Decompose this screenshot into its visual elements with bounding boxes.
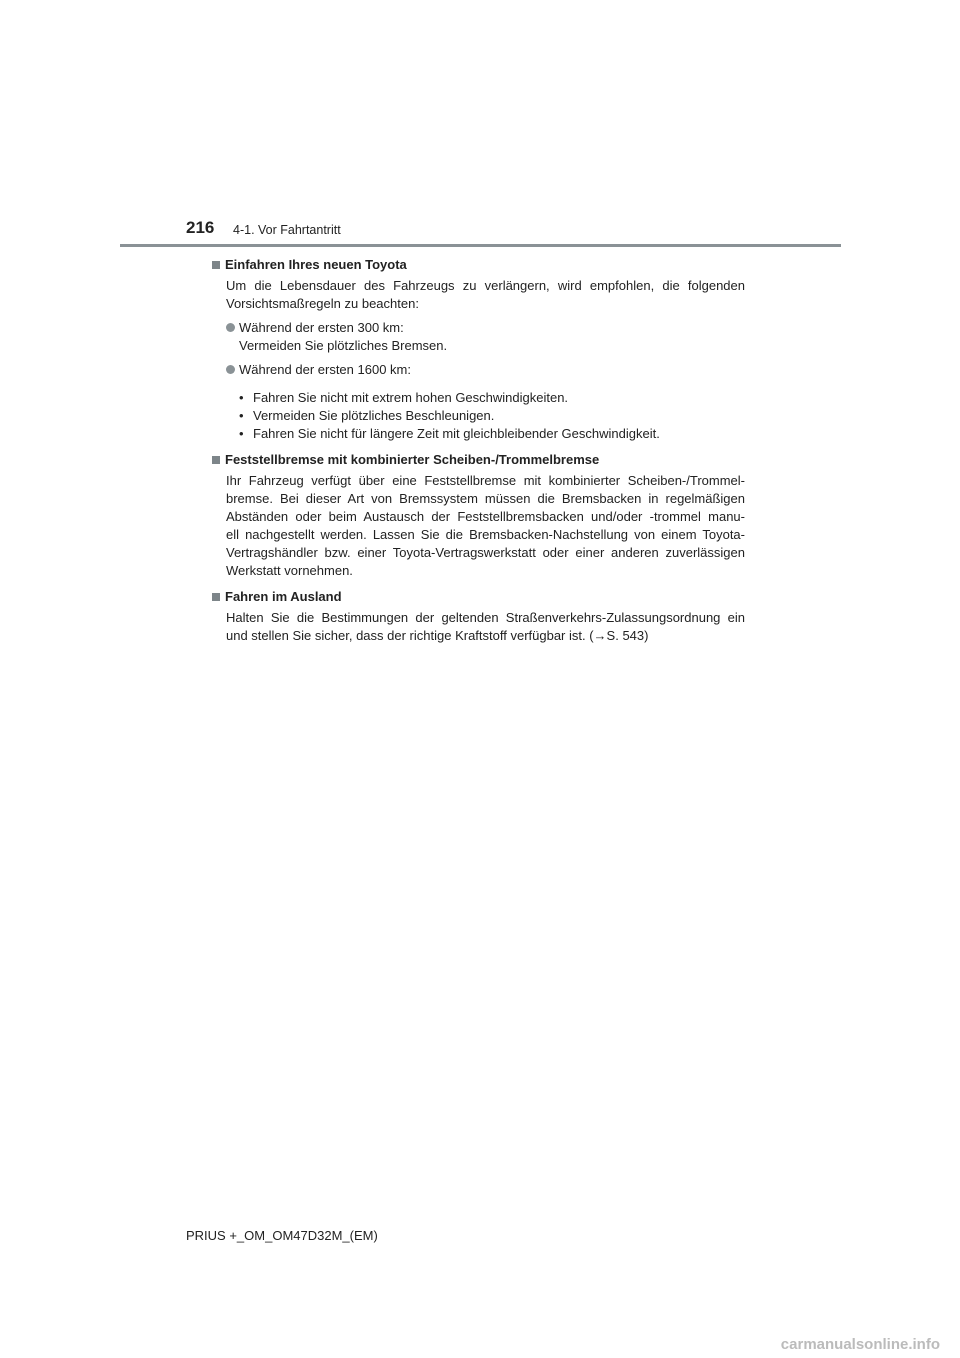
sub-list-item bbox=[239, 425, 745, 443]
block-title bbox=[211, 588, 745, 606]
paragraph-line: ell nachgestellt werden. Lassen Sie die Bremsbacken-Nachstellung von einem Toyota- bbox=[226, 527, 745, 542]
block-title bbox=[211, 256, 745, 274]
paragraph bbox=[226, 609, 745, 645]
paragraph-line: Ihr Fahrzeug verfügt über eine Feststellbremse mit kombinierter Scheiben-/Trommel- bbox=[226, 473, 745, 488]
list-item-text: Während der ersten 300 km: bbox=[239, 320, 404, 335]
paragraph bbox=[226, 277, 745, 313]
paragraph-line: Halten Sie die Bestimmungen der geltenden Straßenverkehrs-Zulassungsordnung ein bbox=[226, 610, 745, 625]
list-item bbox=[226, 319, 745, 355]
paragraph-line: und stellen Sie sicher, dass der richtige Kraftstoff verfügbar ist. (→S. 543) bbox=[226, 628, 649, 643]
block-title-text: Einfahren Ihres neuen Toyota bbox=[225, 257, 407, 272]
header-rule bbox=[120, 244, 841, 247]
section-driving-abroad bbox=[211, 588, 745, 645]
list-item-text: Während der ersten 1600 km: bbox=[239, 362, 411, 377]
watermark: carmanualsonline.info bbox=[780, 1336, 940, 1353]
content bbox=[211, 256, 745, 653]
dot-bullet-icon: • bbox=[239, 426, 244, 441]
paragraph-line: bremse. Bei dieser Art von Bremssystem müssen die Bremsbacken in regelmäßigen bbox=[226, 491, 745, 506]
page-number: 216 bbox=[186, 218, 215, 237]
dot-bullet-icon: • bbox=[239, 408, 244, 423]
document-code: PRIUS +_OM_OM47D32M_(EM) bbox=[186, 1228, 378, 1243]
circle-bullet-icon bbox=[226, 365, 235, 374]
sub-list bbox=[239, 389, 745, 443]
circle-bullet-icon bbox=[226, 323, 235, 332]
sub-list-item-text: Vermeiden Sie plötzliches Beschleunigen. bbox=[253, 408, 495, 423]
paragraph-line: Werkstatt vornehmen. bbox=[226, 563, 353, 578]
dot-bullet-icon: • bbox=[239, 390, 244, 405]
square-bullet-icon bbox=[212, 261, 220, 269]
square-bullet-icon bbox=[212, 593, 220, 601]
block-title bbox=[211, 451, 745, 469]
list-item-text: Vermeiden Sie plötzliches Bremsen. bbox=[239, 338, 448, 353]
sub-list-item-text: Fahren Sie nicht mit extrem hohen Geschwindigkeiten. bbox=[253, 390, 569, 405]
paragraph-line: Vertragshändler bzw. einer Toyota-Vertragswerkstatt oder einer anderen zuverlässigen bbox=[226, 545, 745, 560]
block-title-text: Feststellbremse mit kombinierter Scheiben-/Trommelbremse bbox=[225, 452, 600, 467]
paragraph bbox=[226, 472, 745, 580]
list-item bbox=[226, 361, 745, 379]
sub-list-item bbox=[239, 389, 745, 407]
paragraph-line: Abständen oder beim Austausch der Feststellbremsbacken und/oder -trommel manu- bbox=[226, 509, 745, 524]
sub-list-item-text: Fahren Sie nicht für längere Zeit mit gleichbleibender Geschwindigkeit. bbox=[253, 426, 660, 441]
block-title-text: Fahren im Ausland bbox=[225, 589, 342, 604]
square-bullet-icon bbox=[212, 456, 220, 464]
paragraph-line: Vorsichtsmaßregeln zu beachten: bbox=[226, 296, 419, 311]
section-parking-brake bbox=[211, 451, 745, 580]
section-breaking-in bbox=[211, 256, 745, 443]
paragraph-line: Um die Lebensdauer des Fahrzeugs zu verlängern, wird empfohlen, die folgenden bbox=[226, 278, 745, 293]
section-title: 4-1. Vor Fahrtantritt bbox=[233, 223, 341, 237]
sub-list-item bbox=[239, 407, 745, 425]
